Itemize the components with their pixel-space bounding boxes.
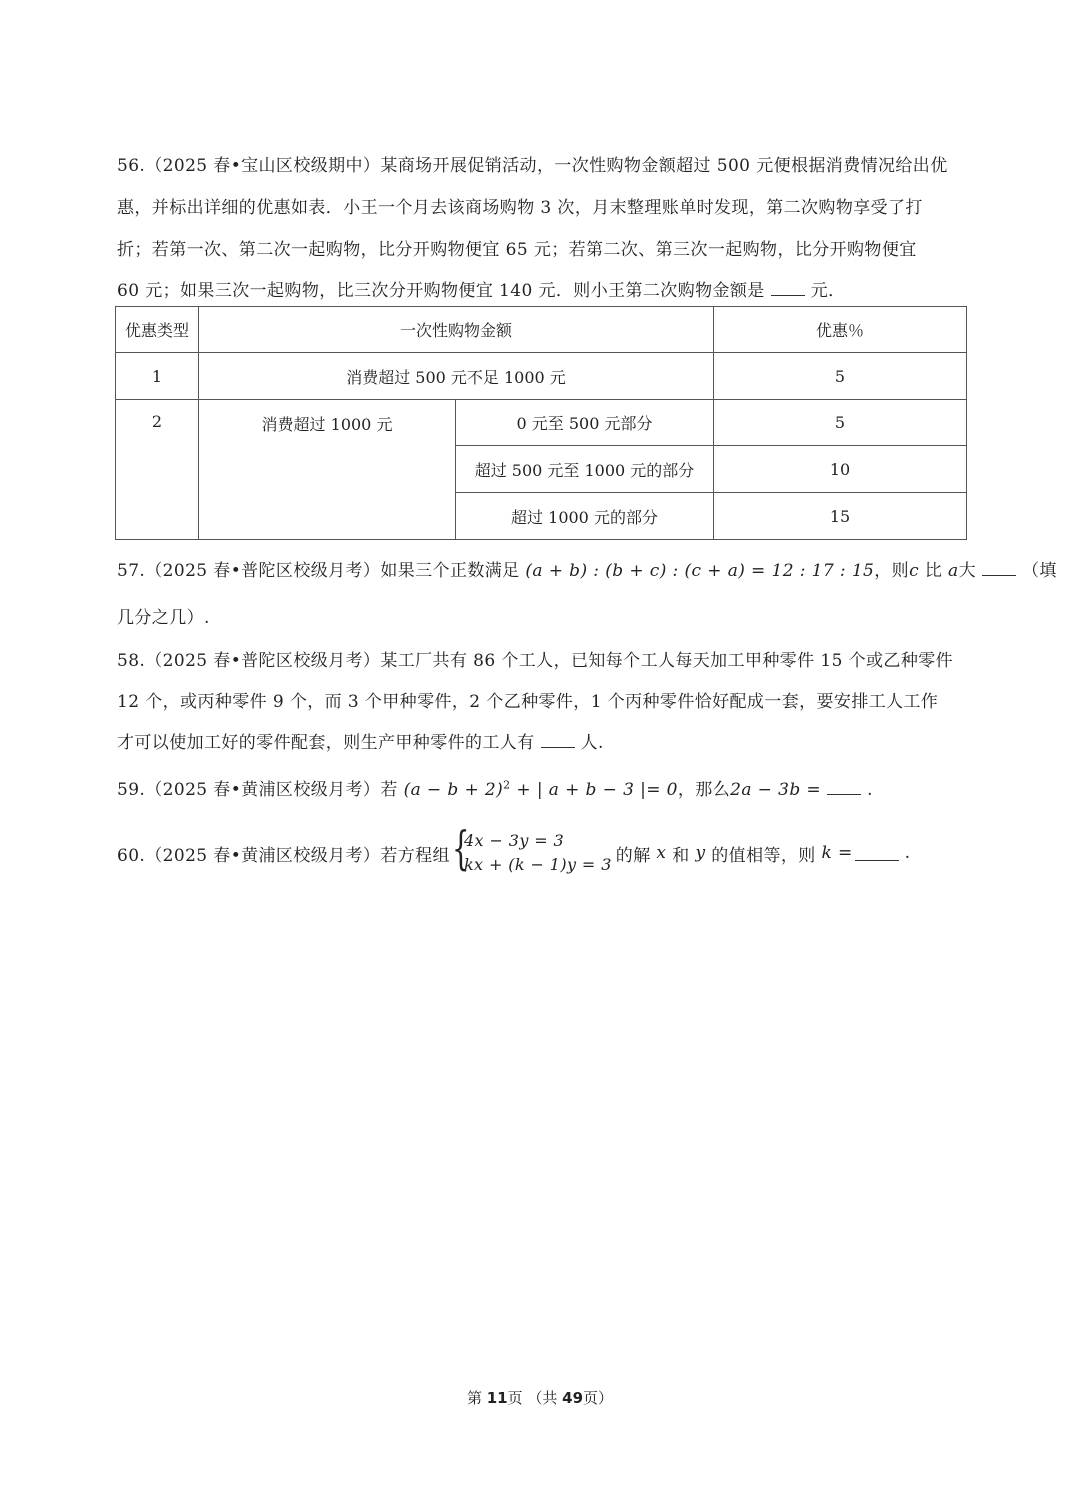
q57-var-a: a — [948, 561, 959, 581]
q59-end: . — [867, 780, 873, 800]
q58-line1: 某工厂共有 86 个工人，已知每个工人每天加工甲种零件 15 个或乙种零件 — [380, 651, 954, 671]
q56-line2: 惠，并标出详细的优惠如表．小王一个月去该商场购物 3 次，月末整理账单时发现，第二次购物享受了打 — [117, 198, 923, 218]
q60-var-y: y — [695, 843, 706, 863]
table-row — [116, 400, 967, 446]
q57-compare: 比 — [924, 561, 943, 581]
q59-exponent: 2 — [503, 778, 511, 792]
answer-blank[interactable] — [982, 561, 1016, 576]
q58-source: 58.（2025 春•普陀区校级月考） — [117, 651, 381, 671]
page-footer — [0, 1387, 1080, 1408]
q58-line3-end: 人. — [580, 733, 604, 753]
table-cell: 15 — [714, 493, 967, 540]
q59-then: ，那么 — [677, 780, 731, 800]
q56-line4-end: 元． — [810, 281, 846, 301]
footer-suffix: 页） — [583, 1389, 614, 1407]
table-cell: 超过 1000 元的部分 — [456, 493, 714, 540]
table-cell: 超过 500 元至 1000 元的部分 — [456, 446, 714, 493]
discount-table — [115, 306, 967, 540]
table-row — [116, 353, 967, 400]
table-header-row — [116, 307, 967, 353]
total-page-number: 49 — [562, 1389, 584, 1407]
q58-line3: 才可以使加工好的零件配套，则生产甲种零件的工人有 — [117, 733, 535, 753]
q60-source: 60.（2025 春•黄浦区校级月考） — [117, 845, 381, 866]
footer-prefix: 第 — [466, 1389, 482, 1407]
q57-var-c: c — [909, 561, 920, 581]
q60-eq2: kx + (k − 1)y = 3 — [463, 855, 612, 874]
q57-source: 57.（2025 春•普陀区校级月考） — [117, 561, 381, 581]
table-cell: 消费超过 1000 元 — [199, 400, 456, 540]
footer-middle: 页 （共 — [507, 1389, 558, 1407]
q57-fill-hint: （填 — [1022, 561, 1057, 581]
q59-eq-right: + | a + b − 3 |= 0 — [510, 780, 678, 800]
q57-stem: 如果三个正数满足 — [380, 561, 520, 581]
q59-target: 2a − 3b = — [730, 780, 822, 800]
q60-stem: 若方程组 — [380, 845, 450, 866]
q56-line4: 60 元；如果三次一起购物，比三次分开购物便宜 140 元．则小王第二次购物金额是 — [117, 281, 765, 301]
answer-blank[interactable] — [541, 733, 575, 748]
table-cell: 0 元至 500 元部分 — [456, 400, 714, 446]
table-cell: 消费超过 500 元不足 1000 元 — [199, 353, 714, 400]
q60-text-a: 的解 — [615, 845, 651, 866]
table-cell: 1 — [116, 353, 199, 400]
q59-eq-left: (a − b + 2) — [403, 780, 504, 800]
q58-line2: 12 个，或丙种零件 9 个，而 3 个甲种零件，2 个乙种零件，1 个丙种零件恰好配成一套，要安排工人工作 — [117, 692, 939, 712]
answer-blank[interactable] — [827, 780, 861, 795]
answer-blank[interactable] — [771, 281, 805, 296]
current-page-number: 11 — [486, 1389, 508, 1407]
q60-and: 和 — [672, 845, 690, 866]
q56-line1: 某商场开展促销活动，一次性购物金额超过 500 元便根据消费情况给出优 — [380, 156, 948, 176]
equation-system — [451, 821, 612, 877]
q57-big: 大 — [958, 561, 976, 581]
table-header-cell: 一次性购物金额 — [199, 307, 714, 353]
q60-var-k: k = — [821, 843, 853, 863]
q57-stem-b: ，则 — [874, 561, 910, 581]
q56-source: 56.（2025 春•宝山区校级期中） — [117, 156, 381, 176]
q56-line3: 折；若第一次、第二次一起购物，比分开购物便宜 65 元；若第二次、第三次一起购物，比分开购物便宜 — [117, 240, 917, 260]
q60-end: . — [904, 843, 911, 863]
brace-icon: { — [451, 821, 470, 875]
q60-text-b: 的值相等，则 — [711, 845, 816, 866]
table-header-cell: 优惠％ — [714, 307, 967, 353]
table-cell: 5 — [714, 353, 967, 400]
answer-blank[interactable] — [855, 846, 899, 861]
table-header-cell: 优惠类型 — [116, 307, 199, 353]
q57-line2: 几分之几）. — [117, 608, 210, 628]
q60-eq1: 4x − 3y = 3 — [463, 831, 565, 850]
q59-source: 59.（2025 春•黄浦区校级月考） — [117, 780, 381, 800]
table-cell: 10 — [714, 446, 967, 493]
q57-equation: (a + b) : (b + c) : (c + a) = 12 : 17 : 15 — [525, 561, 875, 581]
question-60 — [117, 821, 967, 885]
table-cell: 2 — [116, 400, 199, 540]
table-cell: 5 — [714, 400, 967, 446]
q59-if: 若 — [380, 780, 398, 800]
q60-var-x: x — [656, 843, 667, 863]
